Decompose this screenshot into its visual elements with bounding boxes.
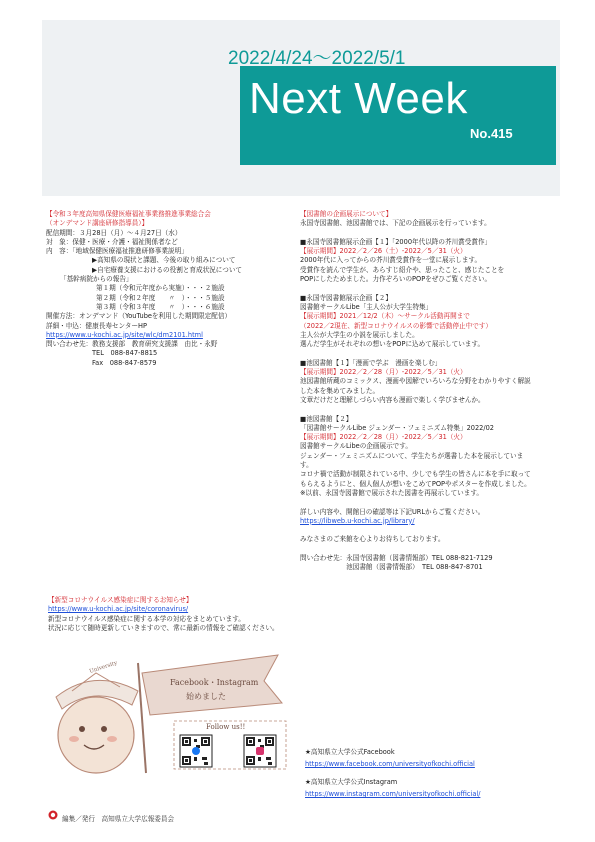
library-notice-line: 選んだ学生がそれぞれの想いをPOPに込めて展示しています。	[300, 340, 485, 349]
training-notice-line: ▶自宅療養支援におけるの役割と育成状況について	[92, 265, 243, 274]
training-notice-line: 詳細・申込：健康長寿センターHP	[46, 321, 147, 330]
training-notice-line: 配信期間：３月28日（月）～４月27日（水）	[46, 228, 182, 237]
publisher-footer: 編集／発行 高知県立大学広報委員会	[62, 815, 175, 823]
instagram-link[interactable]: https://www.instagram.com/universityofkochi.official/	[305, 790, 481, 798]
library-notice-line: 【展示期間】2022／2／26（土）-2022／5／31（火）	[300, 247, 467, 256]
library-notice-line: ■池図書館【２】	[300, 414, 353, 423]
library-notice-line: 受賞作を読んで学生が、あらすじ紹介や、思ったこと、感じたことを	[300, 265, 505, 274]
library-notice-line: 詳しい内容や、開館日の確認等は下記URLからご覧ください。	[300, 507, 485, 516]
library-exhibition-notice	[300, 210, 531, 573]
facebook-icon	[192, 747, 200, 755]
training-notice-line: 対 象：保健・医療・介護・福祉関係者など	[46, 237, 178, 246]
library-notice-line: みなさまのご来館を心よりお待ちしております。	[300, 535, 445, 544]
sns-links	[305, 746, 480, 800]
library-notice-line: 【展示期間】2021／12/2（木）～サークル活動再開まで	[300, 312, 470, 321]
covid-notice-line-link[interactable]: https://www.u-kochi.ac.jp/site/coronavirus/	[48, 605, 189, 614]
instagram-icon	[256, 747, 264, 755]
facebook-link[interactable]: https://www.facebook.com/universityofkochi.official	[305, 760, 475, 768]
library-notice-line	[300, 405, 531, 414]
training-notice-line: 第１期（令和元年度から実施）・・・２施設	[96, 284, 225, 293]
library-notice-line-link[interactable]: https://libweb.u-kochi.ac.jp/library/	[300, 516, 415, 525]
follow-us-text: Follow us!!	[206, 723, 246, 731]
mascot-character	[56, 673, 138, 773]
library-notice-line: ※以前、永国寺図書館で展示された図書を再展示しています。	[300, 488, 484, 497]
library-notice-line	[300, 229, 531, 238]
library-notice-line: ■永国寺図書館展示企画【２】	[300, 293, 392, 302]
library-notice-line: 主人公が大学生の小説を展示しました。	[300, 330, 419, 339]
training-notice	[46, 210, 242, 368]
library-notice-line: POPにしたためました。力作ぞろいのPOPをぜひご覧ください。	[300, 275, 492, 284]
library-notice-line: 問い合わせ先：永国寺図書館（図書情報部）TEL 088-821-7129	[300, 553, 493, 562]
flag-text-1: Facebook・Instagram	[170, 678, 259, 687]
library-notice-line: コロナ禍で活動が制限されている中、少しでも学生の皆さんに本を手に取って	[300, 470, 531, 479]
instagram-qr-code[interactable]	[244, 735, 276, 767]
library-notice-line	[300, 526, 531, 535]
training-notice-line: Fax 088-847-8579	[92, 358, 157, 367]
training-notice-line: 第３期（令和３年度 〃 ）・・・６施設	[96, 302, 225, 311]
training-notice-line: 第２期（令和２年度 〃 ）・・・５施設	[96, 293, 225, 302]
library-notice-line: 「図書館サークルLibe ジェンダー・フェミニズム特集」2022/02	[300, 423, 494, 432]
facebook-label: ★高知県立大学公式Facebook	[305, 748, 395, 756]
training-notice-line: ▶高知県の現状と課題、今後の取り組みについて	[92, 256, 236, 265]
covid-notice	[48, 596, 279, 633]
library-notice-line: した本を集めてみました。	[300, 386, 380, 395]
library-notice-line: 図書館サークルLibe「主人公が大学生特集」	[300, 302, 433, 311]
hat-text: University	[88, 660, 119, 675]
university-logo-icon	[48, 810, 58, 820]
training-notice-line: 開催方法：オンデマンド（YouTubeを利用した期間限定配信）	[46, 312, 232, 321]
sns-illustration	[46, 633, 296, 775]
library-notice-line: 【図書館の企画展示について】	[300, 210, 393, 218]
library-notice-line	[300, 284, 531, 293]
covid-notice-line: 状況に応じて随時更新していきますので、常に最新の情報をご確認ください。	[48, 623, 279, 632]
training-notice-line: 問い合わせ先：教務支援部 教育研究支援課 由比・永野	[46, 340, 218, 349]
training-notice-line: 「基幹病院からの報告」	[60, 275, 133, 284]
facebook-qr-code[interactable]	[180, 735, 212, 767]
library-notice-line: 【展示期間】2022／2／28（月）-2022／5／31（火）	[300, 368, 467, 377]
covid-notice-line: 新型コロナウイルス感染症に関する本学の対応をまとめています。	[48, 614, 245, 623]
newsletter-title: Next Week	[249, 74, 468, 123]
training-notice-line-link[interactable]: https://www.u-kochi.ac.jp/site/wlc/dm2101.html	[46, 330, 203, 339]
instagram-label: ★高知県立大学公式Instagram	[305, 778, 398, 786]
flag-text-2: 始めました	[186, 692, 226, 701]
issue-number: No.415	[470, 126, 513, 141]
library-notice-line: 2000年代に入ってからの芥川賞受賞作を一堂に展示します。	[300, 256, 482, 265]
library-notice-line: す。	[300, 461, 313, 470]
training-notice-line: 【令和３年度高知県保健医療福祉事業務推進事業総合会	[46, 210, 211, 218]
library-notice-line	[300, 349, 531, 358]
training-notice-line: （オンデマンド講座研修指導員）】	[46, 219, 149, 228]
covid-notice-line: 【新型コロナウイルス感染症に関するお知らせ】	[48, 596, 193, 604]
library-notice-line: 永国寺図書館、池図書館では、下記の企画展示を行っています。	[300, 219, 491, 228]
library-notice-line: 池図書館（図書情報部） TEL 088-847-8701	[300, 563, 483, 572]
library-notice-line: ■永国寺図書館展示企画【１】「2000年代以降の芥川賞受賞作」	[300, 237, 492, 246]
library-notice-line: 図書館サークルLibeの企画展示です。	[300, 442, 412, 451]
library-notice-line: もらえるようにと、個人個人が想いをこめてPOPやポスターを作成しました。	[300, 479, 531, 488]
library-notice-line	[300, 545, 531, 554]
date-range: 2022/4/24～2022/5/1	[228, 48, 406, 69]
library-notice-line: 池図書館所蔵のコミックス、漫画や図解でいろいろな分野をわかりやすく解説	[300, 377, 531, 386]
library-notice-line	[300, 498, 531, 507]
library-notice-line: 【展示期間】2022／2／28（月）-2022／5／31（火）	[300, 433, 467, 442]
library-notice-line: ■池図書館【１】「漫画で学ぶ 漫画を楽しむ」	[300, 358, 442, 367]
library-notice-line: （2022／2現在、新型コロナウイルスの影響で活動停止中です）	[300, 321, 493, 330]
library-notice-line: 文章だけだと理解しづらい内容も漫画で楽しく学びませんか。	[300, 395, 485, 404]
library-notice-line: ジェンダー・フェミニズムについて、学生たちが選書した本を展示していま	[300, 451, 524, 460]
training-notice-line: TEL 088-847-8815	[92, 349, 158, 358]
training-notice-line: 内 容：「地域保健医療福祉推進研修事業説明」	[46, 247, 188, 256]
